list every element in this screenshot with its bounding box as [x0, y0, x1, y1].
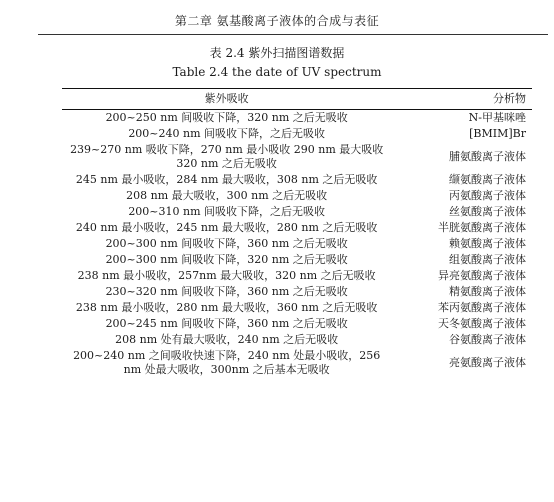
analyte-cell: 谷氨酸离子液体: [449, 333, 526, 346]
analyte-cell: 半胱氨酸离子液体: [438, 221, 526, 234]
table-row: [62, 172, 532, 188]
uv-spectrum-table: [62, 88, 532, 378]
header-uv-absorption: 紫外吸收: [204, 92, 249, 105]
running-header: 第二章 氨基酸离子液体的合成与表征: [174, 14, 380, 28]
uv-absorption-cell: 200~300 nm 间吸收下降，360 nm 之后无吸收: [105, 237, 348, 250]
uv-absorption-cell: 208 nm 最大吸收，300 nm 之后无吸收: [126, 189, 328, 202]
header-analyte: 分析物: [493, 92, 526, 105]
uv-absorption-cell: 238 nm 最小吸收，257nm 最大吸收，320 nm 之后无吸收: [77, 269, 376, 282]
uv-absorption-cell: 245 nm 最小吸收，284 nm 最大吸收，308 nm 之后无吸收: [75, 173, 378, 186]
table-row: [62, 348, 532, 378]
analyte-cell: 苯丙氨酸离子液体: [438, 301, 526, 314]
table-row: [62, 204, 532, 220]
analyte-cell: 缬氨酸离子液体: [449, 173, 526, 186]
header-rule: [38, 34, 548, 35]
uv-absorption-cell: 200~250 nm 间吸收下降，320 nm 之后无吸收: [105, 111, 348, 124]
analyte-cell: 组氨酸离子液体: [449, 253, 526, 266]
table-body: [62, 110, 532, 379]
analyte-cell: 脯氨酸离子液体: [449, 150, 526, 163]
analyte-cell: N-甲基咪唑: [468, 111, 526, 124]
table-row: [62, 268, 532, 284]
uv-absorption-cell: 208 nm 处有最大吸收，240 nm 之后无吸收: [115, 333, 339, 346]
table-caption-cn: 表 2.4 紫外扫描图谱数据: [209, 46, 345, 60]
uv-absorption-cell: 240 nm 最小吸收，245 nm 最大吸收，280 nm 之后无吸收: [75, 221, 378, 234]
uv-absorption-cell: 200~240 nm 之间吸收快速下降，240 nm 处最小吸收，256 nm 处最大吸收，300nm 之后基本无吸收: [73, 349, 381, 376]
analyte-cell: 天冬氨酸离子液体: [438, 317, 526, 330]
uv-absorption-cell: 200~300 nm 间吸收下降，320 nm 之后无吸收: [105, 253, 348, 266]
table-row: [62, 316, 532, 332]
table-header-row: [62, 89, 532, 110]
table-row: [62, 126, 532, 142]
table-row: [62, 236, 532, 252]
analyte-cell: 丙氨酸离子液体: [449, 189, 526, 202]
table-row: [62, 300, 532, 316]
table-caption-en: Table 2.4 the date of UV spectrum: [172, 65, 382, 79]
table-head: [62, 89, 532, 110]
analyte-cell: 丝氨酸离子液体: [449, 205, 526, 218]
table-row: [62, 332, 532, 348]
table-row: [62, 188, 532, 204]
table-row: [62, 284, 532, 300]
uv-absorption-cell: 200~310 nm 间吸收下降，之后无吸收: [128, 205, 326, 218]
uv-absorption-cell: 238 nm 最小吸收，280 nm 最大吸收，360 nm 之后无吸收: [75, 301, 378, 314]
table-row: [62, 142, 532, 172]
analyte-cell: 异亮氨酸离子液体: [438, 269, 526, 282]
uv-absorption-cell: 200~240 nm 间吸收下降，之后无吸收: [128, 127, 326, 140]
table-row: [62, 252, 532, 268]
analyte-cell: 亮氨酸离子液体: [449, 356, 526, 369]
analyte-cell: 精氨酸离子液体: [449, 285, 526, 298]
table-row: [62, 220, 532, 236]
uv-absorption-cell: 200~245 nm 间吸收下降，360 nm 之后无吸收: [105, 317, 348, 330]
uv-table-container: [62, 88, 532, 378]
analyte-cell: 赖氨酸离子液体: [449, 237, 526, 250]
table-row: [62, 110, 532, 127]
uv-absorption-cell: 230~320 nm 间吸收下降，360 nm 之后无吸收: [105, 285, 348, 298]
uv-absorption-cell: 239~270 nm 吸收下降，270 nm 最小吸收 290 nm 最大吸收 320 nm 之后无吸收: [70, 143, 384, 170]
analyte-cell: [BMIM]Br: [469, 127, 526, 140]
